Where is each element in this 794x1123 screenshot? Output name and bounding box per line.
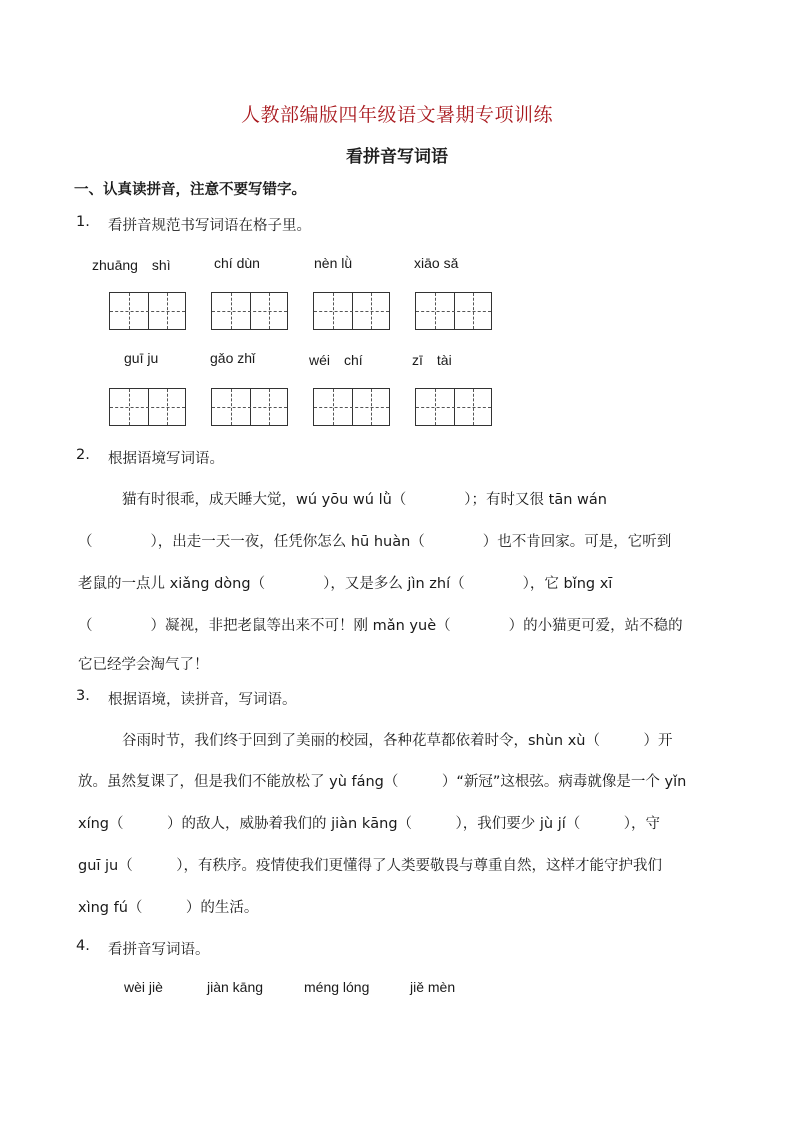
- pinyin-label: guī ju: [124, 350, 159, 366]
- q3-paragraph-line: xíng（ ）的敌人，威胁着我们的 jiàn kāng（ ），我们要少 jù jí（ ），守: [78, 816, 661, 832]
- q4-instruction: 看拼音写词语。: [108, 942, 210, 958]
- q3-number: 3.: [76, 688, 90, 704]
- q1-number: 1.: [76, 214, 90, 230]
- page-subtitle: 看拼音写词语: [346, 147, 448, 167]
- pinyin-label: zhuāng shì: [92, 257, 171, 273]
- q1-instruction: 看拼音规范书写词语在格子里。: [108, 218, 311, 234]
- q3-paragraph-line: 放。虽然复课了，但是我们不能放松了 yù fáng（ ）“新冠”这根弦。病毒就像是一个 yǐn: [78, 774, 687, 790]
- pinyin-label: wèi jiè: [124, 979, 163, 995]
- q3-paragraph-line: guī ju（ ），有秩序。疫情使我们更懂得了人类要敬畏与尊重自然，这样才能守护我们: [78, 858, 662, 874]
- writing-grid[interactable]: [211, 388, 288, 426]
- pinyin-label: wéi chí: [309, 352, 363, 368]
- q2-paragraph-line: 老鼠的一点儿 xiǎng dòng（ ），又是多么 jìn zhí（ ），它 bǐng xī: [78, 576, 613, 592]
- writing-grid[interactable]: [211, 292, 288, 330]
- q2-paragraph-line: （ ），出走一天一夜，任凭你怎么 hū huàn（ ）也不肯回家。可是，它听到: [78, 534, 672, 550]
- pinyin-label: jiě mèn: [410, 979, 456, 995]
- writing-grid[interactable]: [313, 388, 390, 426]
- q3-paragraph-line: xìng fú（ ）的生活。: [78, 900, 259, 916]
- writing-grid[interactable]: [109, 292, 186, 330]
- q3-instruction: 根据语境，读拼音，写词语。: [108, 692, 297, 708]
- page-title: 人教部编版四年级语文暑期专项训练: [240, 104, 553, 126]
- writing-grid[interactable]: [415, 388, 492, 426]
- q2-paragraph-line: 猫有时很乖，成天睡大觉，wú yōu wú lǜ（ ）；有时又很 tān wán: [122, 492, 607, 508]
- writing-grid[interactable]: [415, 292, 492, 330]
- q4-number: 4.: [76, 938, 90, 954]
- pinyin-label: nèn lǜ: [314, 255, 353, 271]
- pinyin-label: méng lóng: [304, 979, 370, 995]
- writing-grid[interactable]: [109, 388, 186, 426]
- q2-paragraph-line: 它已经学会淘气了！: [78, 657, 209, 673]
- pinyin-label: zī tài: [412, 352, 452, 368]
- pinyin-label: jiàn kāng: [207, 979, 264, 995]
- q3-paragraph-line: 谷雨时节，我们终于回到了美丽的校园，各种花草都依着时令，shùn xù（ ）开: [122, 733, 673, 749]
- pinyin-label: chí dùn: [214, 255, 260, 271]
- pinyin-label: gǎo zhǐ: [210, 350, 256, 366]
- q2-instruction: 根据语境写词语。: [108, 451, 224, 467]
- q2-paragraph-line: （ ）凝视，非把老鼠等出来不可！刚 mǎn yuè（ ）的小猫更可爱，站不稳的: [78, 618, 683, 634]
- writing-grid[interactable]: [313, 292, 390, 330]
- q2-number: 2.: [76, 447, 90, 463]
- section-heading: 一、认真读拼音，注意不要写错字。: [74, 182, 306, 198]
- pinyin-label: xiāo sǎ: [414, 255, 459, 271]
